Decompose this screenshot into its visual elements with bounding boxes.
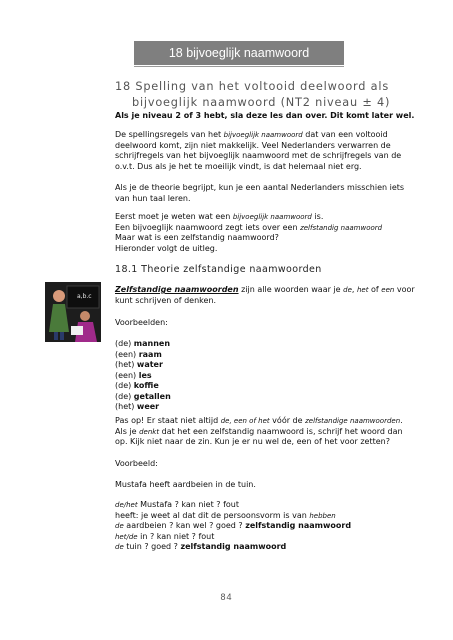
analysis-row: de aardbeien ? kan wel ? goed ? zelfstandig naamwoord <box>115 521 352 530</box>
paragraph-theory: Als je de theorie begrijpt, kun je een aantal Nederlanders misschien iets van hun taal leren. <box>115 183 405 203</box>
list-item: (de) getallen <box>115 391 171 401</box>
analysis-row: het/de in ? kan niet ? fout <box>115 531 215 541</box>
caution-paragraph: Pas op! Er staat niet altijd de, een of het vóór de zelfstandige naamwoorden. Als je denkt dat het een zelfstandig naamwoord is, schrijf het woord dan op. Kijk niet naar de zin. Kun je er nu wel de, een of het voor zetten? <box>115 416 403 446</box>
intro-note: Als je niveau 2 of 3 hebt, sla deze les dan over. Dit komt later wel. <box>115 111 415 120</box>
section-title-line2: bijvoeglijk naamwoord (NT2 niveau ± 4) <box>132 96 391 109</box>
chapter-title: 18 bijvoeglijk naamwoord <box>168 46 310 60</box>
list-item: (de) koffie <box>115 381 159 390</box>
svg-text:a,b.c: a,b.c <box>77 293 92 300</box>
example-label: Voorbeeld: <box>115 459 158 468</box>
definition-paragraph: Zelfstandige naamwoorden zijn alle woorden waar je de, het of een voor kunt schrijven of denken. <box>115 285 415 305</box>
list-item: (het) water <box>115 360 163 369</box>
paragraph-definition-intro: Eerst moet je weten wat een bijvoeglijk naamwoord is. Een bijvoeglijk naamwoord zegt iets over een zelfstandig naamwoord Maar wat is een zelfstandig naamwoord? Hieronder volgt de uitleg. <box>115 212 383 253</box>
header-rule <box>134 66 344 67</box>
analysis-row: de/het Mustafa ? kan niet ? fout <box>115 500 239 509</box>
list-item: (een) raam <box>115 349 162 359</box>
section-title <box>115 79 415 111</box>
list-item: (het) weer <box>115 402 160 411</box>
example-sentence: Mustafa heeft aardbeien in de tuin. <box>115 480 256 489</box>
list-item: (de) mannen <box>115 339 171 348</box>
page-number: 84 <box>220 592 233 602</box>
classroom-illustration <box>45 282 101 342</box>
section-title-line1: 18 Spelling van het voltooid deelwoord als <box>115 80 390 93</box>
analysis-list <box>115 500 415 553</box>
list-item: (een) les <box>115 370 152 380</box>
examples-list <box>115 339 415 413</box>
analysis-row: de tuin ? goed ? zelfstandig naamwoord <box>115 542 287 551</box>
subsection-title: 18.1 Theorie zelfstandige naamwoorden <box>115 264 322 275</box>
paragraph-spelling-rules: De spellingsregels van het bijvoeglijk naamwoord dat van een voltooid deelwoord komt, zijn niet makkelijk. Veel Nederlanders verwarren de schrijfregels van het bijvoeglijk naamwoord met de schrijfregels van de o.v.t. Dus als je het te moeilijk vindt, is dat helemaal niet erg. <box>115 130 402 171</box>
chapter-header <box>134 41 344 65</box>
analysis-row: heeft: je weet al dat dit de persoonsvorm is van hebben <box>115 510 336 520</box>
examples-label: Voorbeelden: <box>115 318 168 327</box>
teacher-blackboard-icon <box>45 282 101 342</box>
